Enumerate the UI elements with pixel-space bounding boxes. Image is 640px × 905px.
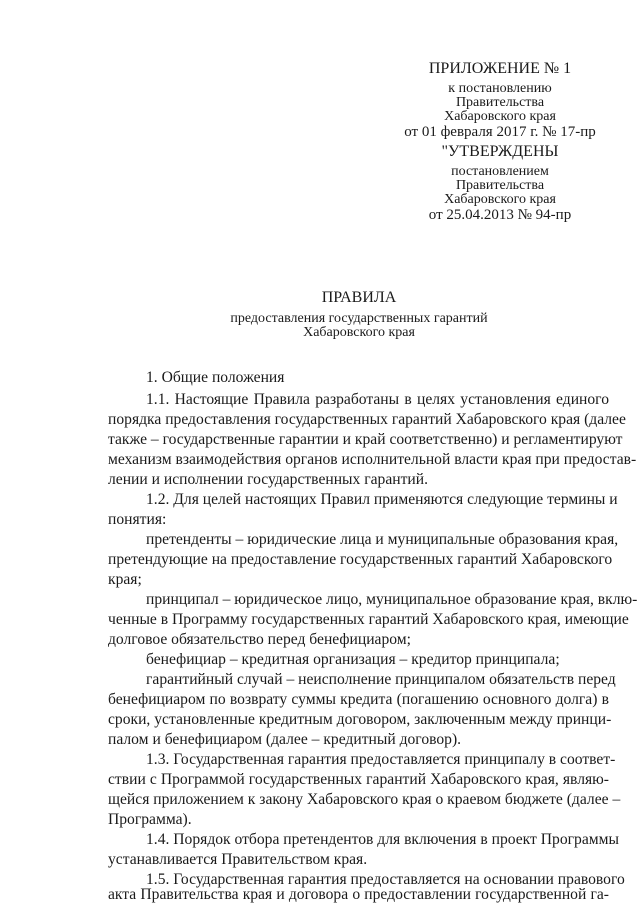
paragraph-line: лении и исполнении государственных гарантий. (108, 471, 429, 488)
approved-line: постановлением (451, 164, 549, 179)
paragraph-line: щейся приложением к закону Хабаровского края о краевом бюджете (далее – (108, 791, 621, 808)
header-line: Хабаровского края (444, 109, 556, 124)
paragraph-line: 1.2. Для целей настоящих Правил применяются следующие термины и (146, 491, 618, 508)
paragraph-line: механизм взаимодействия органов исполнительной власти края при предостав- (108, 451, 637, 468)
approved-date-line: от 25.04.2013 № 94-пр (428, 207, 572, 223)
paragraph-line: ствии с Программой государственных гарантий Хабаровского края, являю- (108, 771, 609, 788)
paragraph-line: 1.4. Порядок отбора претендентов для включения в проект Программы (146, 831, 619, 848)
paragraph-line: претенденты – юридические лица и муниципальные образования края, (146, 531, 619, 548)
header-line: Правительства (455, 95, 545, 110)
approved-line: Хабаровского края (444, 192, 556, 207)
paragraph-line: понятия: (108, 511, 167, 528)
paragraph-line: 1.5. Государственная гарантия предоставляется на основании правового (146, 871, 625, 888)
document-subtitle: Хабаровского края (303, 325, 415, 340)
paragraph-line: гарантийный случай – неисполнение принципалом обязательств перед (146, 671, 616, 688)
paragraph-line: акта Правительства края и договора о предоставлении государственной га- (108, 886, 609, 903)
paragraph-line: сроки, установленные кредитным договором, заключенным между принци- (108, 711, 612, 728)
paragraph-line: долговое обязательство перед бенефициаром; (108, 631, 411, 648)
paragraph-line: устанавливается Правительством края. (108, 851, 368, 868)
paragraph-line: порядка предоставления государственных гарантий Хабаровского края (далее (108, 411, 626, 428)
paragraph-line: также – государственные гарантии и край соответственно) и регламентируют (108, 431, 623, 448)
appendix-title: ПРИЛОЖЕНИЕ № 1 (428, 60, 572, 77)
paragraph-line: 1.1. Настоящие Правила разработаны в целях установления единого (146, 391, 609, 408)
paragraph-line: 1.3. Государственная гарантия предоставляется принципалу в соответ- (146, 751, 616, 768)
header-date-line: от 01 февраля 2017 г. № 17-пр (404, 124, 596, 140)
paragraph-line: палом и бенефициаром (далее – кредитный договор). (108, 731, 462, 748)
paragraph-line: претендующие на предоставление государственных гарантий Хабаровского (108, 551, 613, 568)
paragraph-line: ченные в Программу государственных гарантий Хабаровского края, имеющие (108, 611, 629, 628)
approved-title: "УТВЕРЖДЕНЫ (441, 143, 559, 160)
approved-line: Правительства (455, 178, 545, 193)
paragraph-line: Программа). (108, 811, 192, 828)
section-heading: 1. Общие положения (146, 369, 285, 386)
paragraph-line: бенефициаром по возврату суммы кредита (погашению основного долга) в (108, 691, 609, 708)
document-title: ПРАВИЛА (321, 289, 397, 306)
paragraph-line: бенефициар – кредитная организация – кредитор принципала; (146, 651, 560, 668)
header-line: к постановлению (448, 81, 552, 96)
document-subtitle: предоставления государственных гарантий (230, 311, 488, 326)
paragraph-line: края; (108, 571, 142, 588)
paragraph-line: принципал – юридическое лицо, муниципальное образование края, вклю- (146, 591, 638, 608)
